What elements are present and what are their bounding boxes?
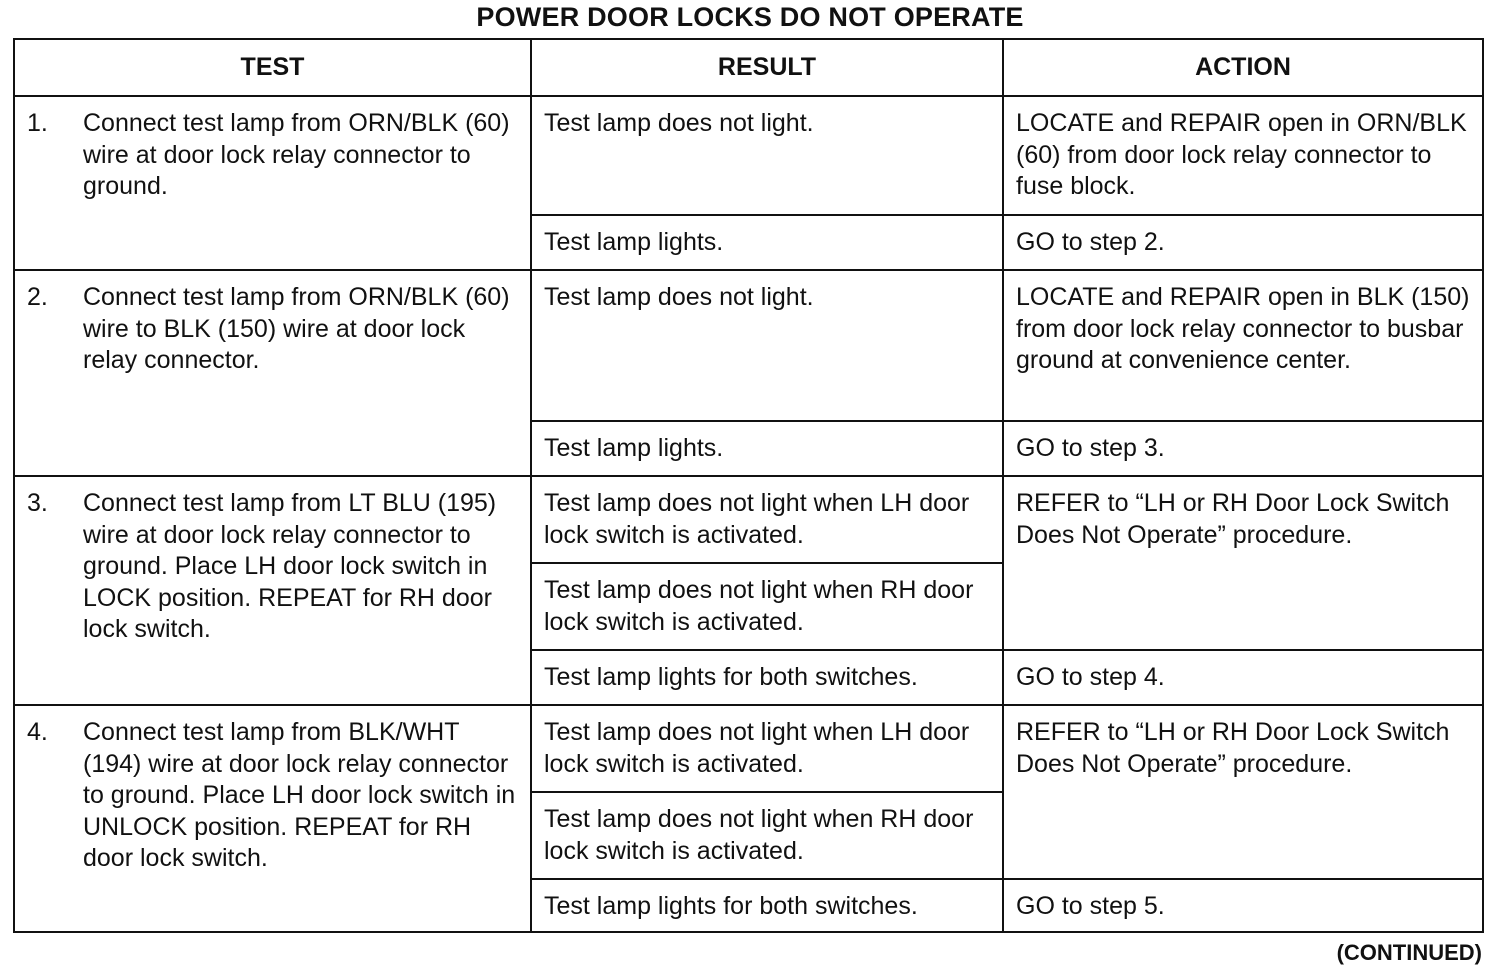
result-cell: Test lamp lights for both switches.	[531, 879, 1003, 932]
table-row	[14, 705, 1483, 792]
test-cell	[14, 476, 531, 705]
test-cell	[14, 270, 531, 476]
action-cell: GO to step 4.	[1003, 650, 1483, 705]
action-cell: LOCATE and REPAIR open in BLK (150) from door lock relay connector to busbar ground at convenience center.	[1003, 270, 1483, 421]
action-cell: GO to step 2.	[1003, 215, 1483, 270]
result-cell: Test lamp does not light.	[531, 96, 1003, 215]
action-cell: REFER to “LH or RH Door Lock Switch Does Not Operate” procedure.	[1003, 476, 1483, 650]
header-action: ACTION	[1003, 39, 1483, 96]
continued-label: (CONTINUED)	[1336, 940, 1482, 965]
result-cell: Test lamp does not light.	[531, 270, 1003, 421]
table-row	[14, 476, 1483, 563]
action-cell: GO to step 3.	[1003, 421, 1483, 476]
diagnostic-table	[13, 38, 1484, 933]
page-title: POWER DOOR LOCKS DO NOT OPERATE	[476, 2, 1024, 32]
action-cell: REFER to “LH or RH Door Lock Switch Does Not Operate” procedure.	[1003, 705, 1483, 879]
result-cell: Test lamp does not light when LH door lock switch is activated.	[531, 705, 1003, 792]
step-number: 1.	[27, 109, 48, 137]
header-test: TEST	[14, 39, 531, 96]
test-cell	[14, 96, 531, 270]
result-cell: Test lamp does not light when RH door lock switch is activated.	[531, 563, 1003, 650]
action-cell: GO to step 5.	[1003, 879, 1483, 932]
result-cell: Test lamp does not light when LH door lock switch is activated.	[531, 476, 1003, 563]
result-cell: Test lamp lights for both switches.	[531, 650, 1003, 705]
result-cell: Test lamp does not light when RH door lock switch is activated.	[531, 792, 1003, 879]
result-cell: Test lamp lights.	[531, 421, 1003, 476]
step-number: 2.	[27, 283, 48, 311]
table-row	[14, 96, 1483, 215]
test-text: Connect test lamp from LT BLU (195) wire at door lock relay connector to ground. Place LH door lock switch in LOCK position. REPEAT for RH door lock switch.	[83, 489, 497, 643]
result-cell: Test lamp lights.	[531, 215, 1003, 270]
action-cell: LOCATE and REPAIR open in ORN/BLK (60) from door lock relay connector to fuse block.	[1003, 96, 1483, 215]
table-row	[14, 270, 1483, 421]
step-number: 4.	[27, 718, 48, 746]
test-text: Connect test lamp from BLK/WHT (194) wire at door lock relay connector to ground. Place LH door lock switch in UNLOCK position. REPEAT for RH door lock switch.	[83, 718, 516, 872]
step-number: 3.	[27, 489, 48, 517]
test-text: Connect test lamp from ORN/BLK (60) wire at door lock relay connector to ground.	[83, 109, 510, 200]
header-result: RESULT	[531, 39, 1003, 96]
test-cell	[14, 705, 531, 932]
test-text: Connect test lamp from ORN/BLK (60) wire to BLK (150) wire at door lock relay connector.	[83, 283, 510, 374]
header-row	[14, 39, 1483, 96]
